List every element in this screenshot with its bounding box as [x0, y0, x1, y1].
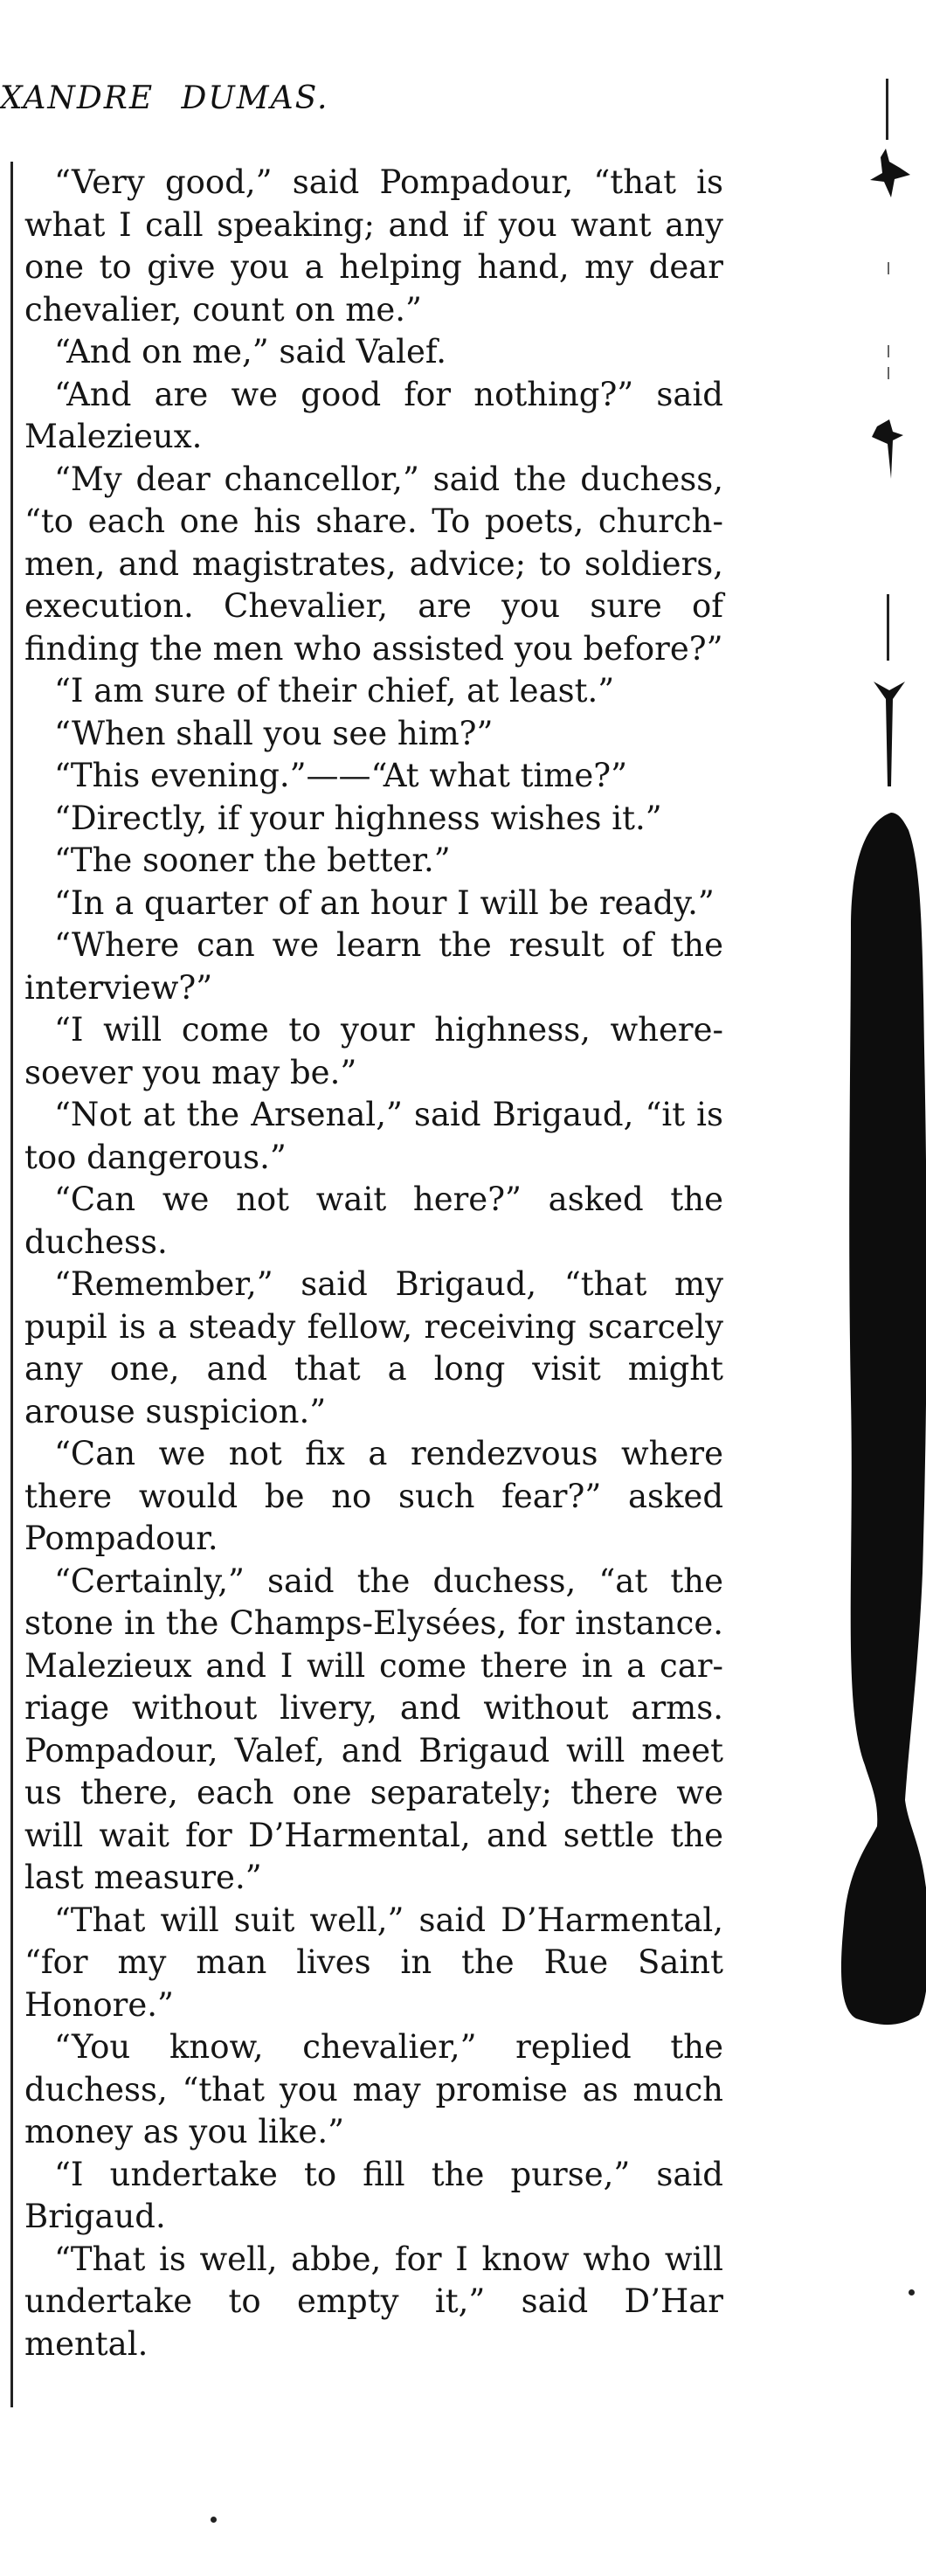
ink-blot-mark: [872, 419, 903, 479]
paragraph: “I am sure of their chief, at least.”: [54, 672, 615, 710]
stray-dot-mark: [909, 2289, 915, 2296]
margin-dash-mark: [888, 262, 889, 274]
binding-marks-graphic: [786, 0, 926, 2576]
paragraph: “Directly, if your highness wishes it.”: [54, 799, 662, 837]
ink-smear-mark: [841, 813, 926, 2025]
margin-line-mark: [887, 594, 889, 661]
margin-line-mark: [886, 79, 888, 140]
margin-dash-mark: [888, 367, 889, 379]
paragraph: “Where can we learn the result of the interview?”: [24, 926, 723, 1007]
running-header: XANDRE DUMAS.: [0, 80, 329, 116]
paragraph: “I undertake to fill the purse,” said Brigaud.: [24, 2155, 723, 2235]
margin-dash-mark: [888, 345, 889, 357]
paragraph: “That will suit well,” said D’Harmental, “for my man lives in the Rue Saint Honore.”: [24, 1901, 723, 2024]
paragraph: “Remember,” said Brigaud, “that my pupil is a steady fellow, receiving scarcely any one, and that a long visit might arouse suspicion.”: [24, 1265, 723, 1430]
paragraph: “When shall you see him?”: [54, 714, 494, 752]
paragraph: “And on me,” said Valef.: [54, 333, 447, 370]
paragraph: “You know, chevalier,” replied the duchess, “that you may promise as much money as you like.”: [24, 2028, 723, 2150]
paragraph: “That is well, abbe, for I know who will undertake to empty it,” said D’Har mental.: [24, 2240, 723, 2363]
paragraph: “Not at the Arsenal,” said Brigaud, “it is too dangerous.”: [24, 1096, 723, 1176]
paragraph: “The sooner the better.”: [54, 841, 451, 879]
paragraph: “I will come to your highness, wheresoever you may be.”: [24, 1011, 723, 1091]
stray-dot-mark: [211, 2517, 217, 2523]
paragraph: “My dear chancellor,” said the duchess, “to each one his share. To poets, churchmen, and magistrates, advice; to soldiers, execution. Chevalier, are you sure of finding the men who assisted you before?”: [24, 460, 723, 668]
paragraph: “Certainly,” said the duchess, “at the stone in the Champs-Elysées, for instance. Malezieux and I will come there in a carriage without livery, and without arms. Pompadour, Valef, and Brigaud will meet us there, each one separately; there we will wait for D’Harmental, and settle the last measure.”: [24, 1562, 723, 1896]
paragraph: “And are we good for nothing?” said Malezieux.: [24, 375, 723, 455]
binding-margin-marks: [786, 0, 926, 2576]
ink-blot-mark: [870, 149, 910, 197]
left-column-rule: [10, 162, 13, 2407]
paragraph: “Can we not fix a rendezvous where there would be no such fear?” asked Pompadour.: [24, 1435, 723, 1557]
paragraph: “Can we not wait here?” asked the duchess.: [24, 1181, 723, 1261]
ink-arrow-mark: [874, 682, 905, 786]
paragraph: “This evening.”——“At what time?”: [54, 757, 628, 794]
paragraph: “Very good,” said Pompadour, “that is what I call speaking; and if you want any one to give you a helping hand, my dear chevalier, count on me.”: [24, 163, 723, 329]
paragraph: “In a quarter of an hour I will be ready.”: [54, 883, 715, 922]
text-column: [24, 162, 723, 2365]
